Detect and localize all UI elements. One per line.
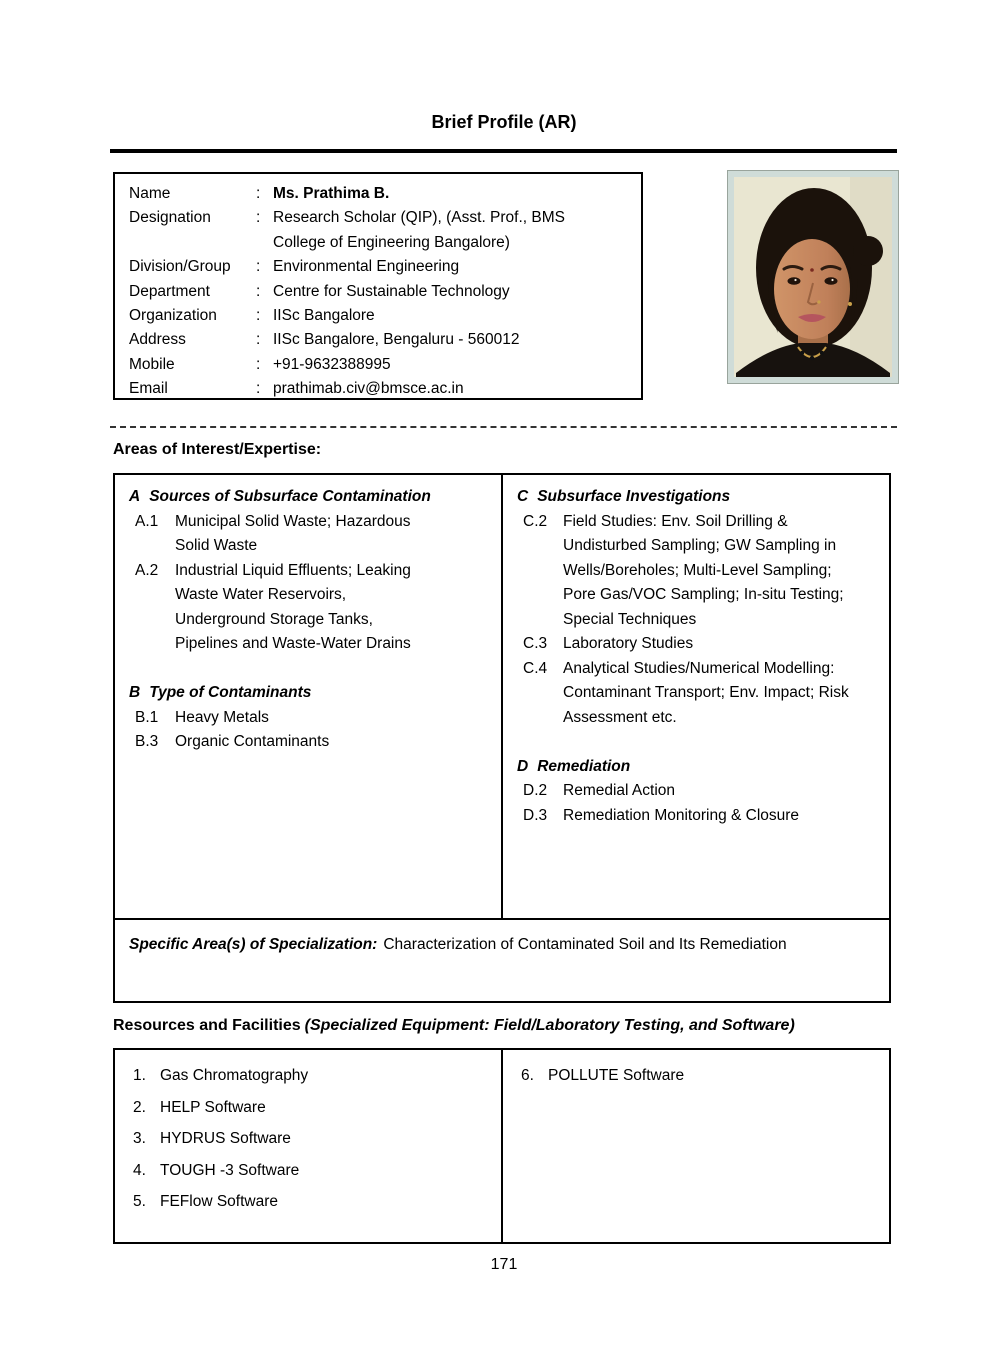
resources-heading xyxy=(113,1017,795,1035)
list-item xyxy=(129,730,497,755)
section-header-a xyxy=(129,485,497,510)
portrait-graphic xyxy=(728,171,898,383)
field-value: +91-9632388995 xyxy=(273,355,391,373)
field-value: Ms. Prathima B. xyxy=(273,185,390,202)
item-text: Gas Chromatography xyxy=(160,1067,309,1084)
field-label: Division/Group xyxy=(129,258,231,276)
section-header-b xyxy=(129,681,497,706)
item-text: Field Studies: Env. Soil Drilling & Undisturbed Sampling; GW Sampling in Wells/Boreholes; Multi-Level Sampling; Pore Gas/VOC Sampling; In-situ Testing; Special Techniques xyxy=(563,512,844,628)
specialization-row xyxy=(115,918,889,1001)
field-label: Department xyxy=(129,282,210,300)
item-number: C.3 xyxy=(523,635,548,652)
section-code: C xyxy=(517,488,529,505)
item-text: Industrial Liquid Effluents; Leaking Waste Water Reservoirs, Underground Storage Tanks, Pipelines and Waste-Water Drains xyxy=(175,561,411,652)
field-value: Research Scholar (QIP), (Asst. Prof., BMS College of Engineering Bangalore) xyxy=(273,209,565,251)
list-item xyxy=(129,706,497,731)
areas-heading: Areas of Interest/Expertise: xyxy=(113,441,322,458)
section-header-d xyxy=(517,755,885,780)
spacer xyxy=(517,730,885,755)
page-number: 171 xyxy=(490,1256,518,1273)
item-text: HELP Software xyxy=(160,1098,266,1116)
field-label: Address xyxy=(129,331,186,349)
field-value: IISc Bangalore xyxy=(273,307,375,325)
field-separator: : xyxy=(256,307,261,325)
field-label: Name xyxy=(129,185,171,202)
item-text: HYDRUS Software xyxy=(160,1130,291,1148)
section-code: D xyxy=(517,757,529,775)
field-value: prathimab.civ@bmsce.ac.in xyxy=(273,380,464,398)
field-separator: : xyxy=(256,282,261,300)
field-separator: : xyxy=(256,258,261,276)
necklace-bead xyxy=(800,351,804,355)
profile-row-designation xyxy=(129,206,635,255)
right-eye xyxy=(825,277,838,285)
item-text: POLLUTE Software xyxy=(548,1067,685,1084)
item-text: Municipal Solid Waste; Hazardous Solid Waste xyxy=(175,512,411,554)
resource-item xyxy=(129,1092,497,1124)
item-number: 5. xyxy=(133,1193,146,1211)
nose-pin xyxy=(817,300,820,303)
profile-box xyxy=(113,172,643,400)
resources-heading-italic: (Specialized Equipment: Field/Laboratory Testing, and Software) xyxy=(304,1017,795,1034)
field-separator: : xyxy=(256,209,261,227)
item-text: Remediation Monitoring & Closure xyxy=(563,806,800,824)
resources-cell-left xyxy=(115,1050,503,1242)
item-number: C.4 xyxy=(523,659,548,677)
item-number: 6. xyxy=(521,1067,534,1084)
item-number: A.2 xyxy=(135,561,159,579)
item-text: Analytical Studies/Numerical Modelling: Contaminant Transport; Env. Impact; Risk Assessment etc. xyxy=(563,659,849,726)
section-code: A xyxy=(129,488,141,505)
item-number: 1. xyxy=(133,1067,146,1084)
profile-row-address xyxy=(129,328,635,352)
list-item xyxy=(517,657,885,731)
list-item xyxy=(517,510,885,633)
resources-heading-bold: Resources and Facilities xyxy=(113,1017,301,1034)
item-number: D.2 xyxy=(523,782,548,799)
item-number: B.1 xyxy=(135,708,159,726)
profile-row-email xyxy=(129,377,635,401)
areas-table xyxy=(113,473,891,1003)
item-number: D.3 xyxy=(523,806,548,824)
field-label: Designation xyxy=(129,209,211,227)
item-number: A.1 xyxy=(135,512,159,530)
left-eye xyxy=(788,277,801,285)
list-item xyxy=(129,559,497,657)
item-text: Organic Contaminants xyxy=(175,733,330,750)
necklace-bead xyxy=(820,351,824,355)
field-separator: : xyxy=(256,355,261,373)
profile-row-name xyxy=(129,182,635,206)
resource-item xyxy=(517,1060,885,1092)
item-text: TOUGH -3 Software xyxy=(160,1161,300,1179)
areas-table-row xyxy=(115,475,889,918)
field-separator: : xyxy=(256,380,261,398)
spacer xyxy=(129,657,497,682)
item-number: 3. xyxy=(133,1130,146,1148)
item-text: Heavy Metals xyxy=(175,708,269,726)
resource-item xyxy=(129,1155,497,1187)
section-title: Remediation xyxy=(537,757,631,775)
bindi xyxy=(810,268,814,272)
necklace-bead xyxy=(810,356,814,360)
field-value: Environmental Engineering xyxy=(273,258,460,276)
earring xyxy=(848,302,852,306)
profile-row-department xyxy=(129,280,635,304)
section-header-c xyxy=(517,485,885,510)
profile-photo xyxy=(727,170,899,384)
profile-row-division xyxy=(129,255,635,279)
field-label: Mobile xyxy=(129,355,175,373)
page-title: Brief Profile (AR) xyxy=(431,112,577,132)
field-value: IISc Bangalore, Bengaluru - 560012 xyxy=(273,331,520,349)
field-value: Centre for Sustainable Technology xyxy=(273,282,510,300)
resources-cell-right xyxy=(503,1050,889,1242)
item-number: 4. xyxy=(133,1161,146,1179)
list-item xyxy=(517,632,885,657)
section-title: Sources of Subsurface Contamination xyxy=(149,488,431,505)
item-text: FEFlow Software xyxy=(160,1193,279,1211)
list-item xyxy=(129,510,497,559)
section-title: Subsurface Investigations xyxy=(537,488,731,505)
resource-item xyxy=(129,1123,497,1155)
item-text: Remedial Action xyxy=(563,782,676,799)
list-item xyxy=(517,804,885,829)
item-number: B.3 xyxy=(135,733,159,750)
resources-table xyxy=(113,1048,891,1244)
section-code: B xyxy=(129,684,141,701)
eye-glint xyxy=(831,279,833,281)
field-separator: : xyxy=(256,185,261,202)
item-number: 2. xyxy=(133,1098,146,1116)
specialization-label: Specific Area(s) of Specialization: xyxy=(129,936,378,953)
hair-bun xyxy=(853,236,883,266)
eye-glint xyxy=(794,279,796,281)
title-rule xyxy=(110,149,897,153)
resource-item xyxy=(129,1186,497,1218)
field-separator: : xyxy=(256,331,261,349)
section-title: Type of Contaminants xyxy=(149,684,312,701)
areas-cell-right xyxy=(503,475,889,918)
item-number: C.2 xyxy=(523,512,548,530)
resource-item xyxy=(129,1060,497,1092)
dashed-divider xyxy=(110,426,897,428)
profile-row-organization xyxy=(129,304,635,328)
specialization-value: Characterization of Contaminated Soil and Its Remediation xyxy=(383,936,787,953)
profile-row-mobile xyxy=(129,353,635,377)
item-text: Laboratory Studies xyxy=(563,635,694,652)
list-item xyxy=(517,779,885,804)
field-label: Email xyxy=(129,380,168,398)
areas-cell-left xyxy=(115,475,503,918)
field-label: Organization xyxy=(129,307,217,325)
